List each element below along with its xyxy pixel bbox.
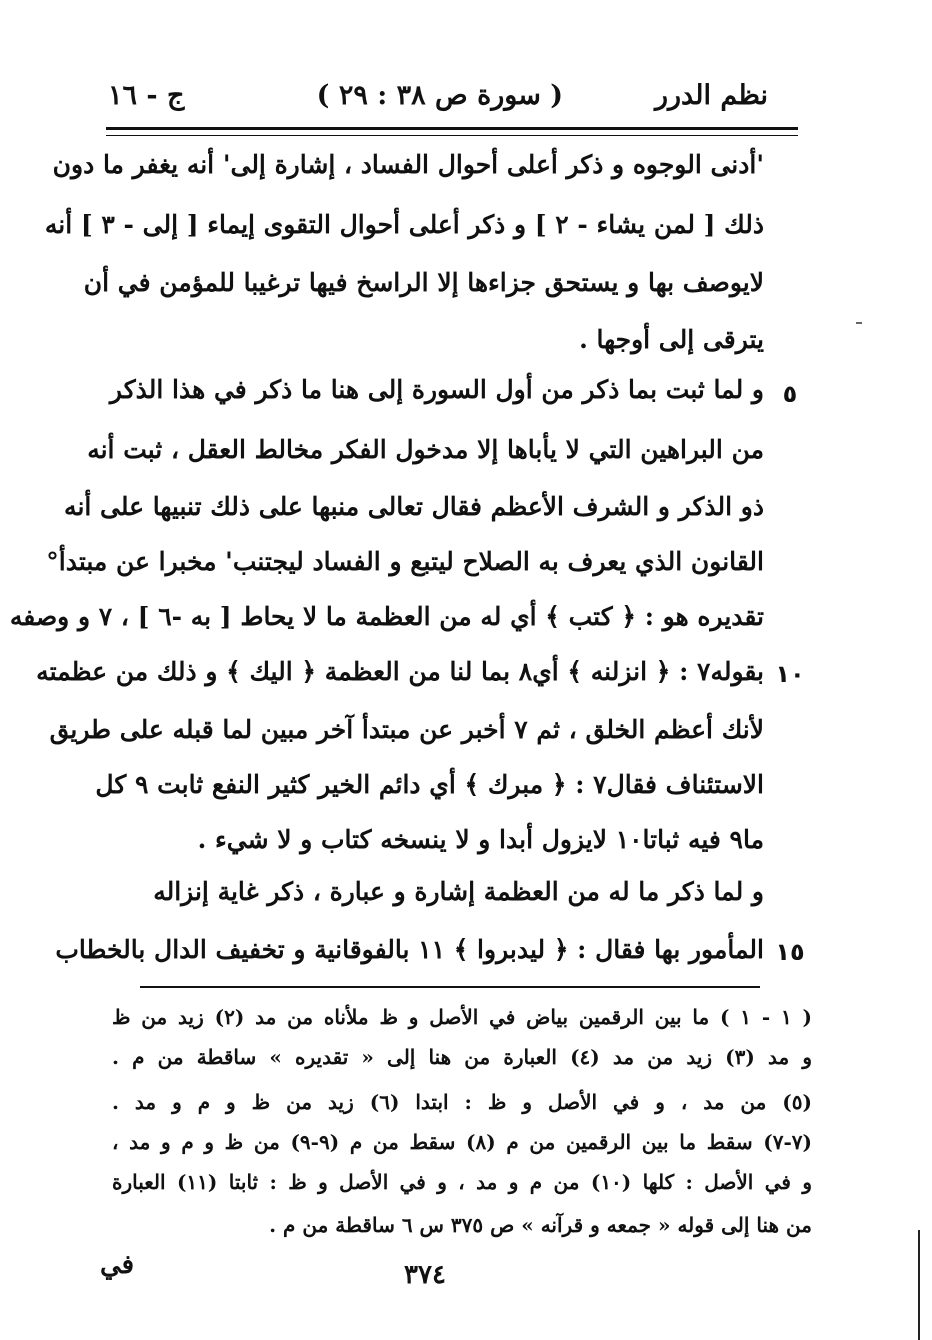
running-header	[108, 80, 768, 120]
body-line-5: و لما ثبت بما ذكر من أول السورة إلى هنا ما ذكر في هذا الذكر	[109, 375, 764, 404]
surah-reference: ( سورة ص ٣٨ : ٢٩ )	[316, 80, 563, 111]
footnote-line-5: و في الأصل : كلها (١٠) من م و مد ، و في الأصل و ظ : ثابتا (١١) العبارة	[112, 1170, 812, 1194]
header-rule-thick	[106, 127, 798, 130]
body-line-3: لايوصف بها و يستحق جزاءها إلا الراسخ فيها ترغيبا للمؤمن في أن	[83, 268, 764, 297]
body-line-2: ذلك [ لمن يشاء - ٢ ] و ذكر أعلى أحوال التقوى إيماء [ إلى - ٣ ] أنه	[44, 210, 764, 239]
catchword: في	[100, 1250, 135, 1280]
footnote-line-4: (٧-٧) سقط ما بين الرقمين من م (٨) سقط من م (٩-٩) من ظ و م و مد ،	[112, 1130, 812, 1154]
margin-speck	[856, 322, 862, 324]
footnote-line-2: و مد (٣) زيد من مد (٤) العبارة من هنا إلى « تقديره » ساقطة من م .	[112, 1045, 812, 1069]
footnote-line-6: من هنا إلى قوله « جمعه و قرآنه » ص ٣٧٥ س ٦ ساقطة من م .	[269, 1213, 812, 1237]
line-number-15: ١٥	[775, 938, 805, 966]
body-line-13: ما٩ فيه ثباتا١٠ لايزول أبدا و لا ينسخه كتاب و لا شيء .	[197, 825, 764, 854]
body-line-1: 'أدنى الوجوه و ذكر أعلى أحوال الفساد ، إشارة إلى' أنه يغفر ما دون	[52, 150, 764, 179]
line-number-5: ٥	[782, 380, 798, 408]
footnote-rule	[140, 986, 760, 988]
line-number-10: ١٠	[775, 660, 805, 688]
body-line-4: يترقى إلى أوجها .	[579, 325, 764, 354]
page-number: ٣٧٤	[404, 1260, 446, 1290]
footnote-line-3: (٥) من مد ، و في الأصل و ظ : ابتدا (٦) زيد من ظ و م و مد .	[112, 1090, 812, 1114]
body-line-9: تقديره هو : ﴿ كتب ﴾ أي له من العظمة ما لا يحاط [ به -٦ ] ، ٧ و وصفه	[9, 602, 764, 631]
body-line-12: الاستئناف فقال٧ : ﴿ مبرك ﴾ أي دائم الخير كثير النفع ثابت ٩ كل	[95, 770, 764, 799]
body-line-15: المأمور بها فقال : ﴿ ليدبروا ﴾ ١١ بالفوقانية و تخفيف الدال بالخطاب	[55, 935, 764, 964]
body-line-14: و لما ذكر ما له من العظمة إشارة و عبارة ، ذكر غاية إنزاله	[153, 877, 764, 906]
body-line-10: بقوله٧ : ﴿ انزلنه ﴾ أي٨ بما لنا من العظمة ﴿ اليك ﴾ و ذلك من عظمته	[36, 657, 764, 686]
body-line-11: لأنك أعظم الخلق ، ثم ٧ أخبر عن مبتدأ آخر مبين لما قبله على طريق	[49, 715, 764, 744]
book-title: نظم الدرر	[654, 80, 768, 111]
header-rule-thin	[106, 135, 798, 136]
body-line-7: ذو الذكر و الشرف الأعظم فقال تعالى منبها على ذلك تنبيها على أنه	[64, 492, 764, 521]
volume-number: ج - ١٦	[108, 80, 185, 111]
body-line-6: من البراهين التي لا يأباها إلا مدخول الفكر مخالط العقل ، ثبت أنه	[87, 435, 764, 464]
page-edge-mark	[918, 1230, 920, 1340]
footnote-line-1: ( ١ - ١ ) ما بين الرقمين بياض في الأصل و ظ ملأناه من مد (٢) زيد من ظ	[112, 1005, 812, 1029]
body-line-8: القانون الذي يعرف به الصلاح ليتبع و الفساد ليجتنب' مخبرا عن مبتدأ°	[46, 547, 764, 576]
